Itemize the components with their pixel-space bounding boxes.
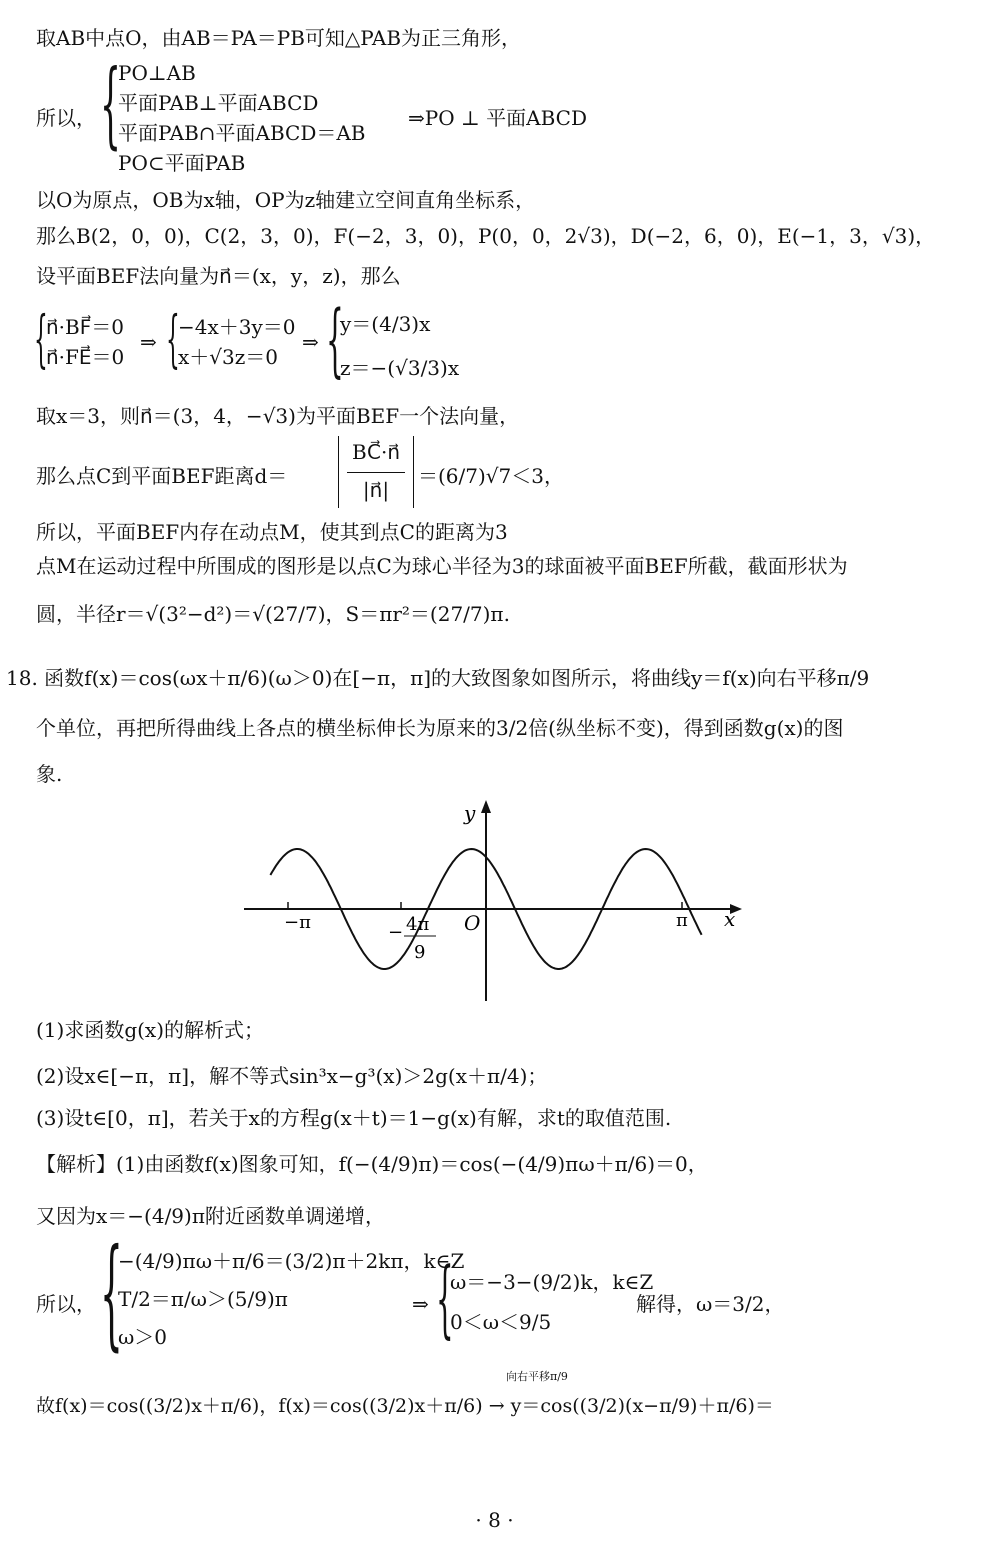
abs-bars	[338, 436, 414, 508]
text-line: 所以，	[36, 1292, 96, 1316]
left-brace: {	[100, 50, 121, 159]
zero-label-denominator: 9	[414, 942, 426, 963]
system-row: 平面PAB⊥平面ABCD	[118, 91, 319, 115]
system-row: z＝−(√3/3)x	[340, 356, 460, 380]
implies-arrow: ⇒	[140, 330, 157, 354]
x-axis-label: x	[724, 907, 736, 931]
fraction-denominator: |n⃗|	[362, 478, 390, 502]
text-line: 解得，ω＝3/2，	[636, 1292, 785, 1316]
text-line: 取x＝3，则n⃗＝(3，4，−√3)为平面BEF一个法向量，	[36, 404, 520, 428]
left-brace: {	[166, 302, 180, 375]
system-row: 0＜ω＜9/5	[450, 1310, 552, 1334]
system-row: 平面PAB∩平面ABCD＝AB	[118, 121, 366, 145]
zero-label-numerator: 4π	[406, 914, 430, 935]
text-line: 故f(x)＝cos((3/2)x＋π/6)，f(x)＝cos((3/2)x＋π/6) → y＝cos((3/2)(x−π/9)＋π/6)＝	[36, 1395, 774, 1417]
system-row: PO⊥AB	[118, 61, 196, 85]
equation-system	[178, 312, 296, 372]
text-line: 所以，平面BEF内存在动点M，使其到点C的距离为3	[36, 520, 508, 544]
implies-arrow: ⇒	[412, 1292, 429, 1316]
system-row: y＝(4/3)x	[340, 312, 431, 336]
question-18-line: 18. 函数f(x)＝cos(ωx＋π/6)(ω＞0)在[−π，π]的大致图象如图所示，将曲线y＝f(x)向右平移π/9	[6, 666, 870, 690]
implies-arrow: ⇒	[302, 330, 319, 354]
text-line: 个单位，再把所得曲线上各点的横坐标伸长为原来的3/2倍(纵坐标不变)，得到函数g(x)的图	[36, 716, 844, 740]
text-line: 点M在运动过程中所围成的图形是以点C为球心半径为3的球面被平面BEF所截，截面形状为	[36, 554, 848, 578]
text-line: 以O为原点，OB为x轴，OP为z轴建立空间直角坐标系，	[36, 188, 536, 212]
text-line: 那么B(2，0，0)，C(2，3，0)，F(−2，3，0)，P(0，0，2√3)，D(−2，6，0)，E(−1，3，√3)，	[36, 224, 936, 248]
y-axis-arrow-icon	[481, 800, 491, 813]
system-row: PO⊂平面PAB	[118, 151, 246, 175]
text-line: 那么点C到平面BEF距离d＝	[36, 464, 288, 488]
system-row: −(4/9)πω＋π/6＝(3/2)π＋2kπ，k∈Z	[118, 1249, 465, 1273]
system-row: ω＝−3−(9/2)k，k∈Z	[450, 1270, 654, 1294]
text-line: ⇒PO ⊥ 平面ABCD	[408, 106, 587, 130]
left-brace: {	[436, 1249, 454, 1347]
text-line: (3)设t∈[0，π]，若关于x的方程g(x＋t)＝1−g(x)有解，求t的取值范围.	[36, 1106, 672, 1130]
shift-annotation: 向右平移π/9	[506, 1370, 568, 1383]
equation-system	[118, 58, 366, 178]
zero-label-sign: −	[388, 922, 404, 943]
system-row: n⃗·FE⃗＝0	[46, 345, 125, 369]
text-line: 圆，半径r＝√(3²−d²)＝√(27/7)，S＝πr²＝(27/7)π.	[36, 602, 510, 626]
origin-label: O	[464, 911, 481, 935]
text-line: 【解析】(1)由函数f(x)图象可知，f(−(4/9)π)＝cos(−(4/9)πω＋π/6)＝0，	[36, 1152, 708, 1176]
system-row: T/2＝π/ω＞(5/9)π	[118, 1287, 288, 1311]
text-line: 设平面BEF法向量为n⃗＝(x，y，z)，那么	[36, 264, 401, 288]
equation-system	[340, 302, 459, 390]
system-row: n⃗·BF⃗＝0	[46, 315, 124, 339]
equation-system	[46, 312, 124, 372]
y-axis-label: y	[464, 801, 476, 825]
text-line: (1)求函数g(x)的解析式；	[36, 1018, 265, 1042]
left-brace: {	[326, 293, 344, 386]
text-line: 所以，	[36, 106, 96, 130]
text-line: 取AB中点O，由AB＝PA＝PB可知△PAB为正三角形，	[36, 26, 522, 50]
fraction-numerator: BC⃗·n⃗	[351, 440, 401, 464]
equation-system	[450, 1262, 653, 1342]
neg-pi-label: −π	[284, 912, 311, 933]
cosine-graph	[236, 796, 756, 1006]
text-line: 又因为x＝−(4/9)π附近函数单调递增，	[36, 1204, 385, 1228]
system-row: ω＞0	[118, 1325, 168, 1349]
left-brace: {	[34, 302, 48, 375]
text-line: (2)设x∈[−π，π]，解不等式sin³x−g³(x)＞2g(x＋π/4)；	[36, 1064, 548, 1088]
system-row: −4x＋3y＝0	[178, 315, 296, 339]
left-brace: {	[100, 1224, 123, 1363]
page-number: · 8 ·	[475, 1508, 514, 1532]
text-line: 象.	[36, 762, 63, 786]
text-line: ＝(6/7)√7＜3，	[418, 464, 564, 488]
system-row: x＋√3z＝0	[178, 345, 279, 369]
pi-label: π	[676, 910, 688, 931]
